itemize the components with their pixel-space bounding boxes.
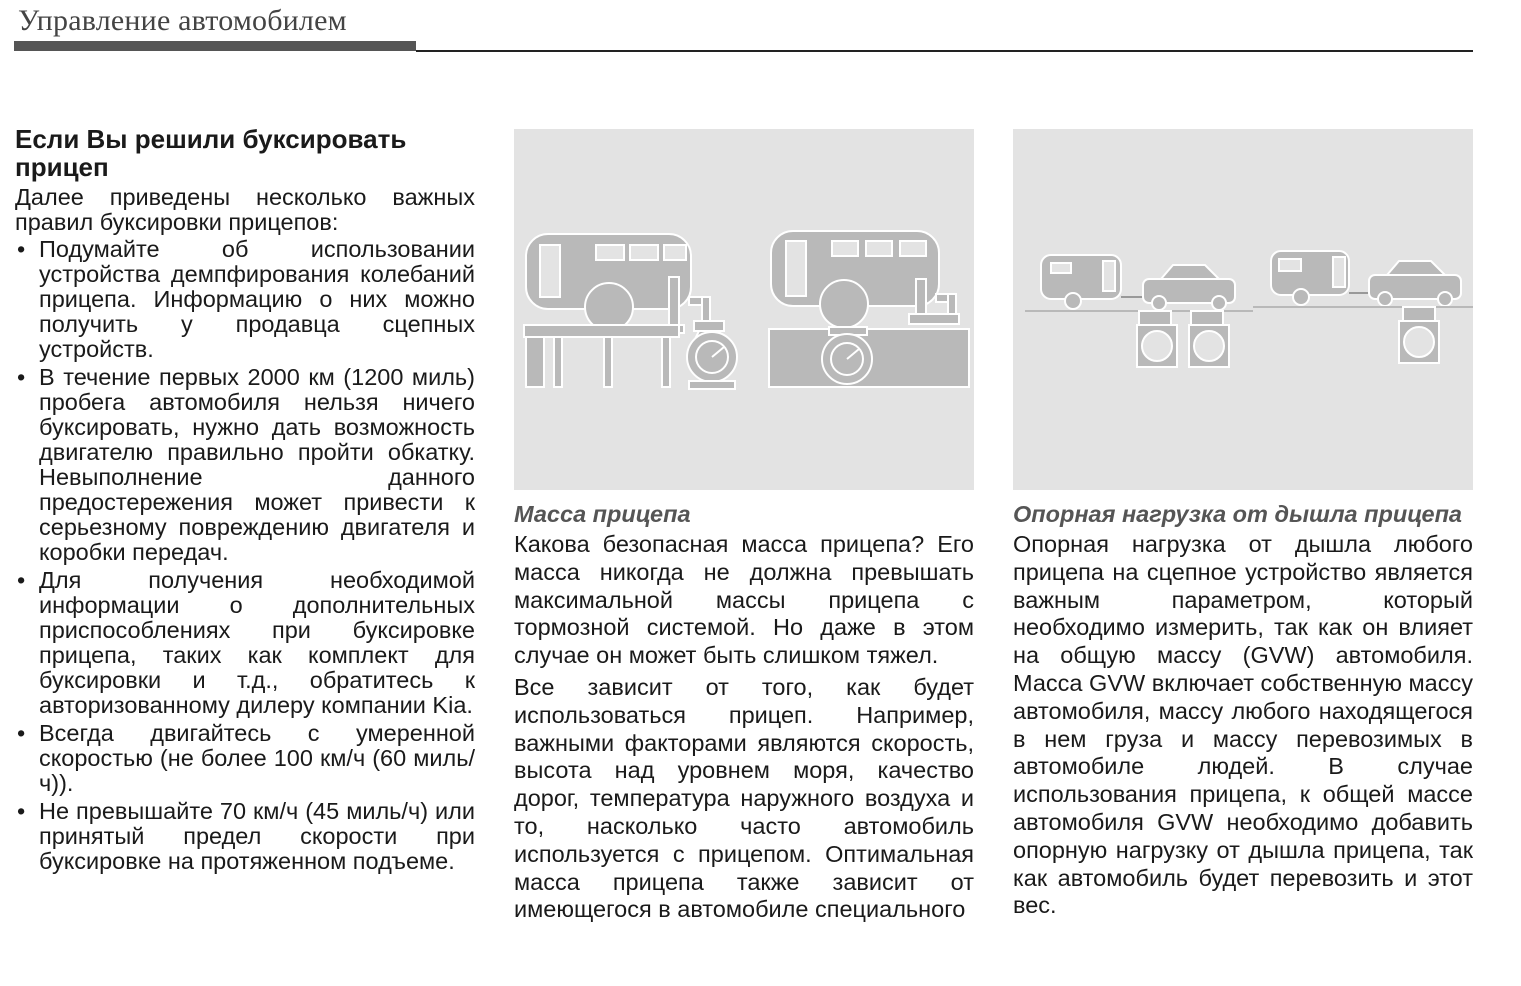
list-item: • Не превышайте 70 км/ч (45 миль/ч) или принятый предел скорости при буксировке на протяженном подъеме.: [15, 799, 475, 874]
trailer-weight-figure: [514, 129, 974, 490]
intro-text: Далее приведены несколько важных правил буксировки прицепов:: [15, 184, 475, 235]
page-header-title: Управление автомобилем: [18, 4, 347, 37]
towing-rules-list: [15, 237, 475, 874]
left-column: [15, 125, 475, 877]
paragraph: Какова безопасная масса прицепа? Его масса никогда не должна превышать максимальной массы прицепа с тормозной системой. Но даже в этом случае он может быть слишком тяжел.: [514, 531, 974, 669]
list-item: • В течение первых 2000 км (1200 миль) пробега автомобиля нельзя ничего буксировать, нужно дать возможность двигателю правильно пройти обкатку. Невыполнение данного предостережения может привести к серьезному повреждению двигателя и коробки передач.: [15, 365, 475, 565]
tongue-load-figure: [1013, 129, 1473, 490]
right-column: [1013, 500, 1473, 924]
trailer-weight-caption: Масса прицепа: [514, 501, 691, 527]
tongue-load-illustration: [1013, 129, 1473, 490]
header-rule: [416, 50, 1473, 52]
list-item: • Всегда двигайтесь с умеренной скоростью (не более 100 км/ч (60 миль/ч)).: [15, 721, 475, 796]
section-title: Если Вы решили буксировать прицеп: [15, 124, 407, 182]
tongue-load-caption: Опорная нагрузка от дышла прицепа: [1013, 501, 1463, 527]
list-item: • Подумайте об использовании устройства демпфирования колебаний прицепа. Информацию о них можно получить у продавца сцепных устройств.: [15, 237, 475, 362]
paragraph: Все зависит от того, как будет использоваться прицеп. Например, важными факторами являются скорость, высота над уровнем моря, качество дорог, температура наружного воздуха и то, насколько часто автомобиль используется с прицепом. Оптимальная масса прицепа также зависит от имеющегося в автомобиле специального: [514, 673, 974, 923]
middle-column: [514, 500, 974, 980]
trailer-weight-illustration: [514, 129, 974, 490]
header-bar: [14, 41, 416, 51]
list-item: • Для получения необходимой информации о дополнительных приспособлениях при буксировке прицепа, таких как комплект для буксировки и т.д., обратитесь к авторизованному дилеру компании Kia.: [15, 568, 475, 718]
paragraph: Опорная нагрузка от дышла любого прицепа на сцепное устройство является важным параметром, который необходимо измерить, так как он влияет на общую массу (GVW) автомобиля. Масса GVW включает собственную массу автомобиля, массу любого находящегося в нем груза и массу перевозимых в автомобиле людей. В случае использования прицепа, к общей массе автомобиля GVW необходимо добавить опорную нагрузку от дышла прицепа, так как автомобиль будет перевозить и этот вес.: [1013, 531, 1473, 919]
